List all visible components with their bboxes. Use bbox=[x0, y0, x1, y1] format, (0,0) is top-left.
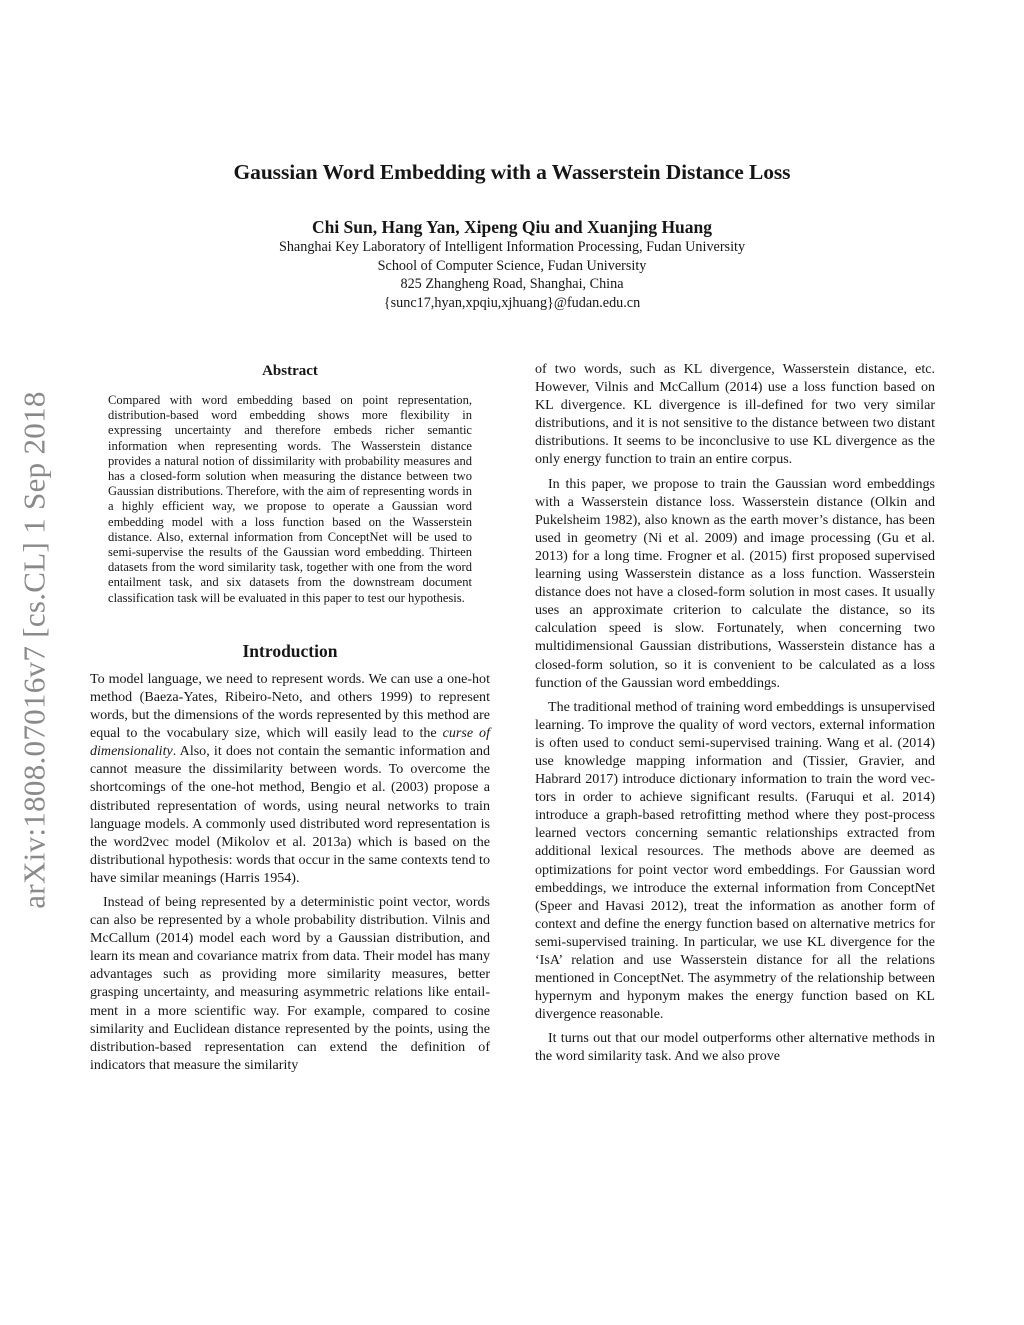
intro-p1-start: To model language, we need to represent words. We can use a one-hot method (Baeza-Yates, Ribeiro-Neto, and others 1999) to represent words, but the dimensions of the words represented by this method are equal to the vocabulary size, which will easily lead to the bbox=[90, 670, 490, 742]
affiliation-lab: Shanghai Key Laboratory of Intelligent Information Processing, Fudan University bbox=[278, 239, 746, 255]
affiliation-address: 825 Zhangheng Road, Shanghai, China bbox=[400, 276, 624, 293]
left-column bbox=[90, 363, 490, 1080]
intro-p1-italic: curse of dimensionality bbox=[90, 725, 490, 760]
arxiv-id: arXiv:1808.07016v7 [cs.CL] 1 Sep 2018 bbox=[17, 391, 53, 909]
abstract-heading: Abstract bbox=[262, 363, 318, 379]
introduction-heading: Introduction bbox=[242, 640, 338, 661]
right-column bbox=[535, 360, 935, 1072]
author-emails: {sunc17,hyan,xpqiu,xjhuang}@fudan.edu.cn bbox=[383, 294, 641, 311]
intro-paragraph-3: of two words, such as KL divergence, Wasserstein distance, etc. However, Vilnis and McCallum (2014) use a loss function based on KL divergence. KL divergence is ill-defined for two very similar distributions, and it is not sensitive to the distance between two distant distributions. It seems to be inconclusive to use KL divergence as the only energy function to train an entire corpus. bbox=[535, 361, 935, 468]
author-block bbox=[90, 216, 934, 312]
abstract-text: Compared with word embedding based on point representation, distribution-based word embedding shows more flexibility in expressing uncertainty and therefore embeds richer semantic information when representing words. The Wasserstein distance provides a natural notion of dissimilarity with probability measures and has a closed-form solution when measuring the distance between two Gaussian distributions. Therefore, with the aim of representing words in a highly efficient way, we propose to operate a Gaussian word embedding model with a loss function based on the Wasserstein distance. Also, external information from ConceptNet will be used to semi-supervise the results of the Gaussian word embedding. Thirteen datasets from the word similarity task, together with one from the word entailment task, and six datasets from the downstream document classification task will be evaluated in this paper to test our hypothesis. bbox=[108, 393, 472, 605]
intro-paragraph-6: It turns out that our model outperforms other alternative methods in the word similarity task. And we also prove bbox=[535, 1030, 935, 1065]
arxiv-stamp bbox=[10, 365, 60, 935]
intro-p1-end: . Also, it does not contain the semantic information and cannot measure the dissimilarity between words. To overcome the shortcomings of the one-hot method, Bengio et al. (2003) propose a distributed representation of words, using neural networks to train language models. A commonly used distributed word representation is the word2vec model (Mikolov et al. 2013a) which is based on the distributional hypothesis: words that occur in the same contexts tend to have similar meanings (Harris 1954). bbox=[90, 743, 490, 886]
author-names: Chi Sun, Hang Yan, Xipeng Qiu and Xuanjing Huang bbox=[311, 217, 713, 237]
affiliation-school: School of Computer Science, Fudan University bbox=[377, 257, 647, 274]
intro-paragraph-4: In this paper, we propose to train the Gaussian word embeddings with a Wasserstein distance loss. Wasserstein distance (Olkin and Pukelsheim 1982), also known as the earth mover’s distance, has been used in geometry (Ni et al. 2009) and image processing (Gu et al. 2013) for a long time. Frogner et al. (2015) first proposed supervised learning using Wasserstein distance as a loss function. Wasserstein distance does not have a closed-form solution in most cases. It usually uses an approximate criterion to calculate the distance, so its calculation speed is slow. Fortunately, when concerning two multidimensional Gaussian distributions, Wasserstein distance has a closed-form solution, so it is convenient to be calculated as a loss function of the Gaussian word embeddings. bbox=[535, 475, 935, 691]
paper-title: Gaussian Word Embedding with a Wasserstein Distance Loss bbox=[233, 160, 791, 184]
intro-paragraph-2: Instead of being represented by a deterministic point vector, words can also be represented by a whole probability distribution. Vilnis and McCallum (2014) model each word by a Gaussian distribution, and learn its mean and covariance matrix from data. Their model has many advantages such as providing more similarity measures, better grasping uncertainty, and measuring asymmetric relations like entailment in a more scientific way. For example, compared to cosine similarity and Euclidean distance represented by the points, using the distribution-based representation can extend the definition of indicators that measure the similarity bbox=[90, 893, 490, 1073]
intro-paragraph-1 bbox=[90, 670, 490, 887]
intro-paragraph-5: The traditional method of training word embeddings is unsupervised learning. To improve the quality of word vectors, external information is often used to conduct semi-supervised training. Wang et al. (2014) use knowledge mapping information and (Tissier, Gravier, and Habrard 2017) introduce dictionary information to train the word vectors in order to achieve significant results. (Faruqui et al. 2014) introduce a graph-based retrofitting method where they post-process learned vectors concerning semantic relationships extracted from additional lexical resources. The methods above are deemed as optimizations for point vector word embeddings. For Gaussian word embeddings, we introduce the external information from ConceptNet (Speer and Havasi 2012), treat the information as another form of context and define the energy function based on alternative metrics for semi-supervised training. In particular, we use KL divergence for the ‘IsA’ relation and use Wasserstein distance for all the relations mentioned in ConceptNet. The asymmetry of the relationship between hypernym and hyponym makes the energy function based on KL divergence reasonable. bbox=[535, 698, 935, 1023]
